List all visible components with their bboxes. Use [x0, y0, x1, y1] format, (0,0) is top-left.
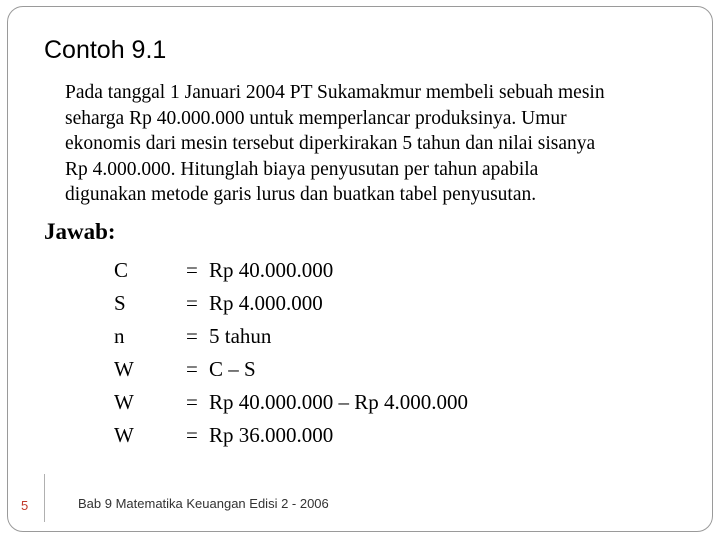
slide-title: Contoh 9.1 — [44, 36, 167, 64]
problem-line: ekonomis dari mesin tersebut diperkirakan 5 tahun dan nilai sisanya — [65, 133, 596, 154]
answer-variable: C — [114, 258, 129, 282]
answer-value: Rp 40.000.000 – Rp 4.000.000 — [209, 390, 469, 414]
answer-variable: W — [114, 390, 134, 414]
answer-value: Rp 4.000.000 — [209, 291, 323, 315]
footer-divider — [44, 474, 45, 522]
equals-sign: = — [186, 324, 198, 348]
answer-heading: Jawab: — [44, 219, 116, 244]
problem-line: seharga Rp 40.000.000 untuk memperlancar produksinya. Umur — [65, 107, 567, 129]
problem-statement — [65, 80, 685, 208]
answer-variable: n — [114, 324, 125, 348]
problem-line: Pada tanggal 1 Januari 2004 PT Sukamakmur membeli sebuah mesin — [65, 82, 605, 103]
equals-sign: = — [186, 258, 198, 282]
answer-value: C – S — [209, 357, 256, 381]
equals-sign: = — [186, 423, 198, 447]
problem-line: Rp 4.000.000. Hitunglah biaya penyusutan per tahun apabila — [65, 158, 539, 180]
answer-value: Rp 40.000.000 — [209, 258, 334, 282]
footer-text: Bab 9 Matematika Keuangan Edisi 2 - 2006 — [78, 496, 329, 511]
answer-variable: W — [114, 423, 134, 447]
answer-value: 5 tahun — [209, 324, 272, 348]
equals-sign: = — [186, 390, 198, 414]
equals-sign: = — [186, 357, 198, 381]
answer-value: Rp 36.000.000 — [209, 423, 334, 447]
problem-line: digunakan metode garis lurus dan buatkan tabel penyusutan. — [65, 184, 537, 205]
equals-sign: = — [186, 291, 198, 315]
page-number: 5 — [21, 498, 29, 513]
answer-variable: S — [114, 291, 126, 315]
answer-variable: W — [114, 357, 134, 381]
